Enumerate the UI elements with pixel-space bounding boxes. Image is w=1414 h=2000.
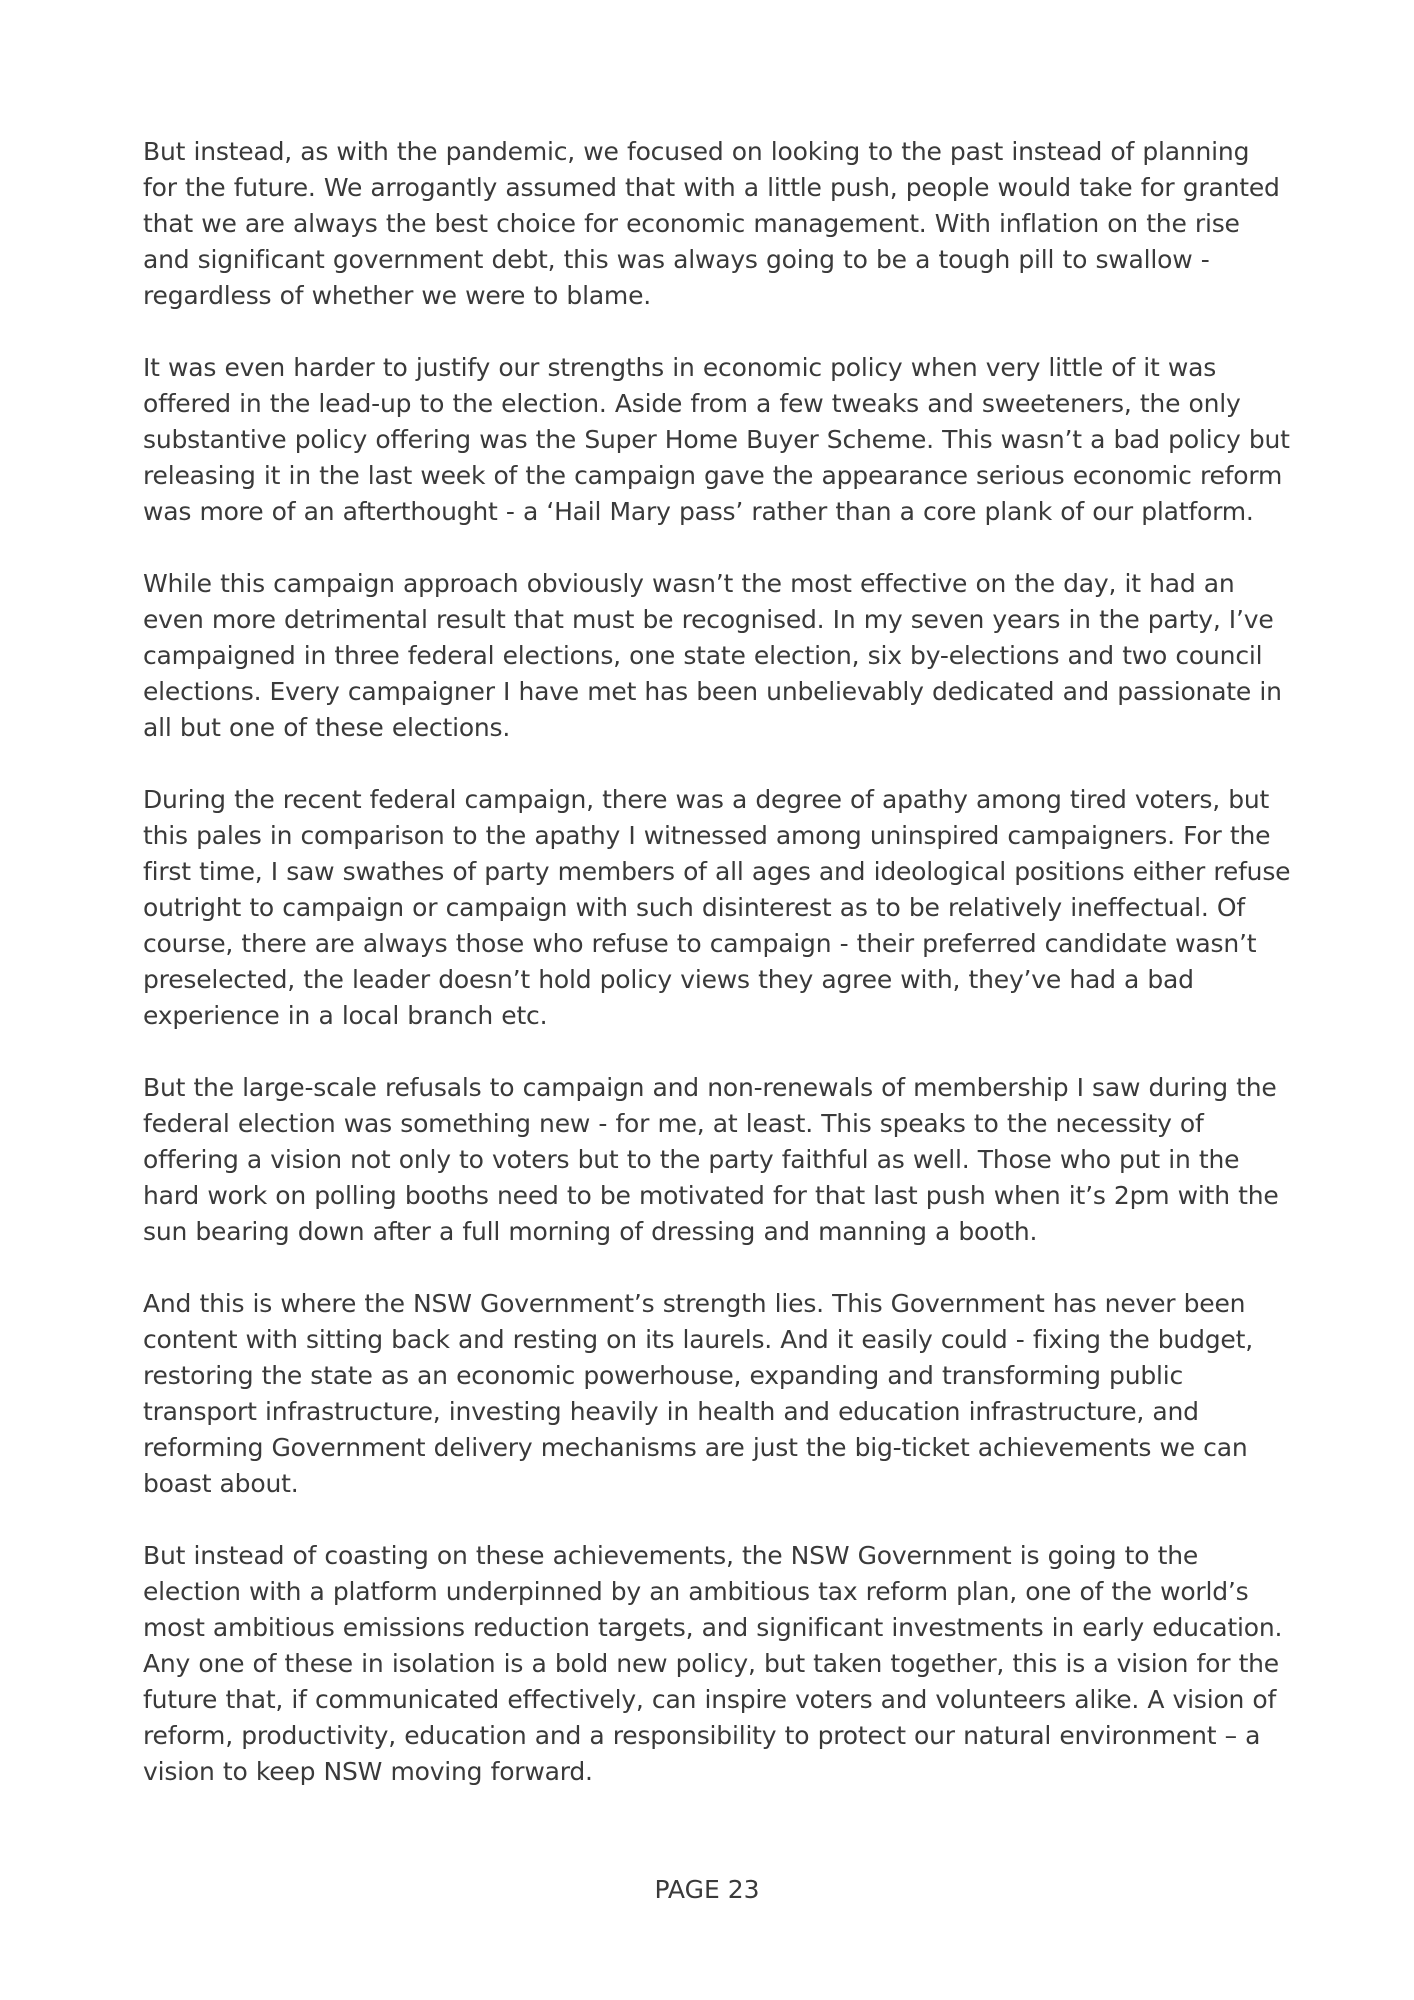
paragraph-1: But instead, as with the pandemic, we focused on looking to the past instead of planning for the future. We arrogantly assumed that with a little push, people would take for granted that we are always the best choice for economic management. With inflation on the rise and significant government debt, this was always going to be a tough pill to swallow - regardless of whether we were to blame. (143, 137, 1280, 310)
paragraph-6: And this is where the NSW Government’s strength lies. This Government has never been content with sitting back and resting on its laurels. And it easily could - fixing the budget, restoring the state as an economic powerhouse, expanding and transforming public transport infrastructure, investing heavily in health and education infrastructure, and reforming Government delivery mechanisms are just the big-ticket achievements we can boast about. (143, 1289, 1253, 1498)
paragraph-3: While this campaign approach obviously wasn’t the most effective on the day, it had an even more detrimental result that must be recognised. In my seven years in the party, I’ve campaigned in three federal elections, one state election, six by-elections and two council elections. Every campaigner I have met has been unbelievably dedicated and passionate in all but one of these elections. (143, 569, 1282, 742)
body-text (143, 134, 1291, 1826)
paragraph-7: But instead of coasting on these achievements, the NSW Government is going to the election with a platform underpinned by an ambitious tax reform plan, one of the world’s most ambitious emissions reduction targets, and significant investments in early education. Any one of these in isolation is a bold new policy, but taken together, this is a vision for the future that, if communicated effectively, can inspire voters and volunteers alike. A vision of reform, productivity, education and a responsibility to protect our natural environment – a vision to keep NSW moving forward. (143, 1541, 1283, 1786)
paragraph-2: It was even harder to justify our strengths in economic policy when very little of it was offered in the lead-up to the election. Aside from a few tweaks and sweeteners, the only substantive policy offering was the Super Home Buyer Scheme. This wasn’t a bad policy but releasing it in the last week of the campaign gave the appearance serious economic reform was more of an afterthought - a ‘Hail Mary pass’ rather than a core plank of our platform. (143, 353, 1290, 526)
paragraph-5: But the large-scale refusals to campaign and non-renewals of membership I saw during the federal election was something new - for me, at least. This speaks to the necessity of offering a vision not only to voters but to the party faithful as well. Those who put in the hard work on polling booths need to be motivated for that last push when it’s 2pm with the sun bearing down after a full morning of dressing and manning a booth. (143, 1073, 1279, 1246)
page-number: PAGE 23 (654, 1875, 760, 1904)
paragraph-4: During the recent federal campaign, there was a degree of apathy among tired voters, but this pales in comparison to the apathy I witnessed among uninspired campaigners. For the first time, I saw swathes of party members of all ages and ideological positions either refuse outright to campaign or campaign with such disinterest as to be relatively ineffectual. Of course, there are always those who refuse to campaign - their preferred candidate wasn’t preselected, the leader doesn’t hold policy views they agree with, they’ve had a bad experience in a local branch etc. (143, 785, 1291, 1030)
